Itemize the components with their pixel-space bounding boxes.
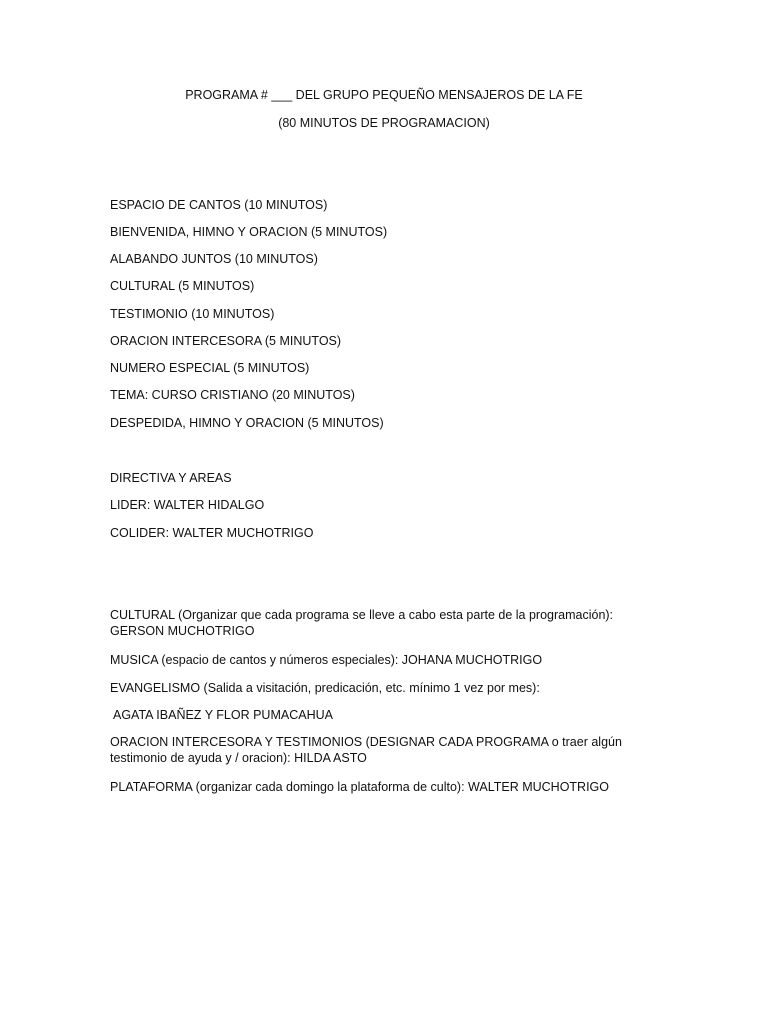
area-oracion: ORACION INTERCESORA Y TESTIMONIOS (DESIGNAR CADA PROGRAMA o traer algún testimonio de ayuda y / oracion): HILDA ASTO bbox=[110, 735, 622, 765]
area-cultural: CULTURAL (Organizar que cada programa se lleve a cabo esta parte de la programación): GERSON MUCHOTRIGO bbox=[110, 608, 614, 638]
schedule-item: NUMERO ESPECIAL (5 MINUTOS) bbox=[110, 361, 310, 375]
schedule-item: ALABANDO JUNTOS (10 MINUTOS) bbox=[110, 252, 318, 266]
area-musica: MUSICA (espacio de cantos y números especiales): JOHANA MUCHOTRIGO bbox=[110, 653, 543, 667]
area-plataforma: PLATAFORMA (organizar cada domingo la plataforma de culto): WALTER MUCHOTRIGO bbox=[110, 780, 609, 794]
area-evangelismo-members: AGATA IBAÑEZ Y FLOR PUMACAHUA bbox=[113, 708, 333, 722]
coleader-line: COLIDER: WALTER MUCHOTRIGO bbox=[110, 526, 314, 540]
program-duration: (80 MINUTOS DE PROGRAMACION) bbox=[278, 116, 490, 130]
schedule-item: BIENVENIDA, HIMNO Y ORACION (5 MINUTOS) bbox=[110, 225, 388, 239]
area-evangelismo: EVANGELISMO (Salida a visitación, predicación, etc. mínimo 1 vez por mes): bbox=[110, 681, 540, 695]
schedule-item: DESPEDIDA, HIMNO Y ORACION (5 MINUTOS) bbox=[110, 416, 384, 430]
directiva-heading: DIRECTIVA Y AREAS bbox=[110, 471, 232, 485]
schedule-item: ORACION INTERCESORA (5 MINUTOS) bbox=[110, 334, 342, 348]
schedule-item: TESTIMONIO (10 MINUTOS) bbox=[110, 307, 275, 321]
program-title: PROGRAMA # ___ DEL GRUPO PEQUEÑO MENSAJEROS DE LA FE bbox=[185, 88, 583, 102]
schedule-item: TEMA: CURSO CRISTIANO (20 MINUTOS) bbox=[110, 388, 355, 402]
schedule-item: ESPACIO DE CANTOS (10 MINUTOS) bbox=[110, 198, 328, 212]
leader-line: LIDER: WALTER HIDALGO bbox=[110, 498, 265, 512]
schedule-item: CULTURAL (5 MINUTOS) bbox=[110, 279, 255, 293]
